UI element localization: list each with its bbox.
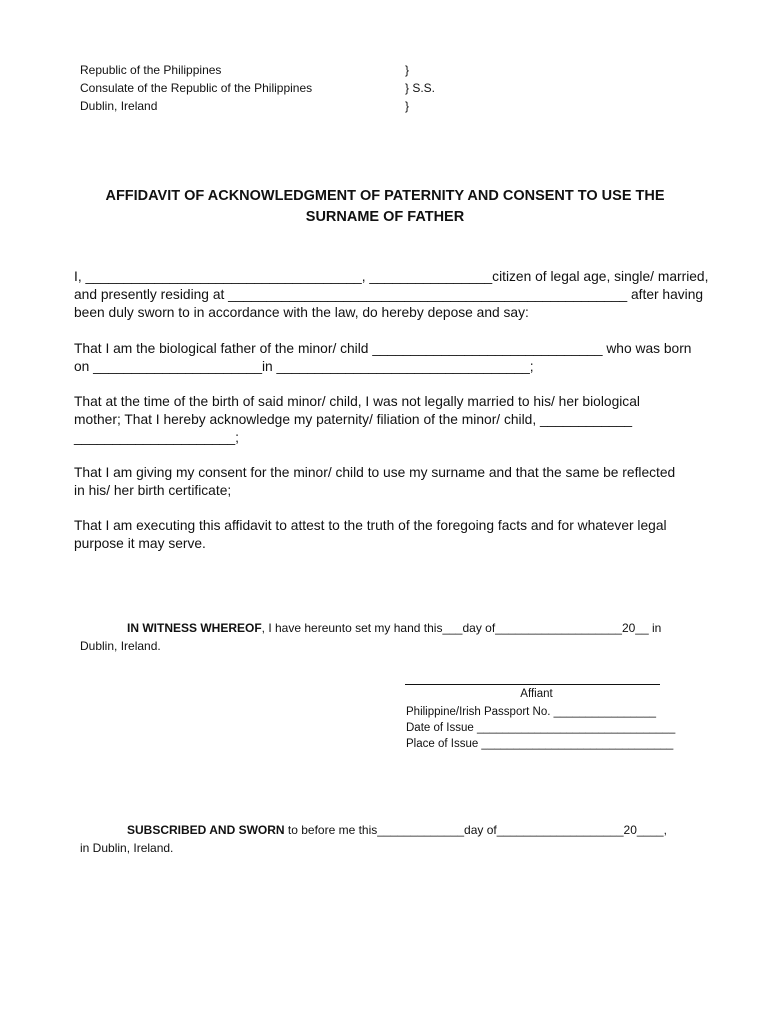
bracket-line-3: } <box>405 99 410 113</box>
paragraph-line: purpose it may serve. <box>74 536 206 551</box>
paragraph-line: been duly sworn to in accordance with the law, do hereby depose and say: <box>74 305 529 320</box>
witness-line-1 <box>80 619 661 637</box>
paragraph-acknowledgment <box>74 393 640 447</box>
jurat-line-2: in Dublin, Ireland. <box>80 841 174 855</box>
affiant-details <box>406 704 675 752</box>
jurat-clause <box>80 821 667 857</box>
jurat-heading: SUBSCRIBED AND SWORN <box>127 823 285 837</box>
paragraph-line: That I am the biological father of the minor/ child ______________________________ who was born <box>74 341 692 356</box>
passport-number-field: Philippine/Irish Passport No. ________________ <box>406 706 656 718</box>
jurat-line-1 <box>80 821 667 839</box>
paragraph-purpose <box>74 517 667 553</box>
bracket-line-2: } S.S. <box>405 81 436 95</box>
witness-clause <box>80 619 661 655</box>
paragraph-biological-father <box>74 340 691 376</box>
paragraph-line: That I am executing this affidavit to attest to the truth of the foregoing facts and for whatever legal <box>74 518 667 533</box>
witness-heading: IN WITNESS WHEREOF <box>127 621 262 635</box>
witness-line-2: Dublin, Ireland. <box>80 639 161 653</box>
ss-bracket <box>405 61 435 115</box>
paragraph-line: _____________________; <box>74 430 239 445</box>
witness-text: , I have hereunto set my hand this___day of___________________20__ in <box>261 621 662 635</box>
affiant-signature-line <box>405 684 660 685</box>
paragraph-line: in his/ her birth certificate; <box>74 483 232 498</box>
jurat-text: to before me this_____________day of___________________20____, <box>284 823 667 837</box>
bracket-line-1: } <box>405 63 410 77</box>
date-of-issue-field: Date of Issue _______________________________ <box>406 722 676 734</box>
paragraph-consent-surname <box>74 464 675 500</box>
paragraph-declarant <box>74 268 708 322</box>
paragraph-line: and presently residing at ____________________________________________________ after having <box>74 287 704 302</box>
document-title <box>70 186 700 228</box>
title-line-1: AFFIDAVIT OF ACKNOWLEDGMENT OF PATERNITY AND CONSENT TO USE THE <box>105 188 665 204</box>
paragraph-line: That at the time of the birth of said minor/ child, I was not legally married to his/ her biological <box>74 394 640 409</box>
place-of-issue-field: Place of Issue ______________________________ <box>406 738 674 750</box>
venue-line-consulate: Consulate of the Republic of the Philippines <box>80 81 313 95</box>
paragraph-line: I, ____________________________________, ________________citizen of legal age, single/ married, <box>74 269 709 284</box>
venue-block <box>80 61 312 115</box>
paragraph-line: That I am giving my consent for the minor/ child to use my surname and that the same be reflected <box>74 465 676 480</box>
paragraph-line: on ______________________in _________________________________; <box>74 359 534 374</box>
venue-line-country: Republic of the Philippines <box>80 63 222 77</box>
title-line-2: SURNAME OF FATHER <box>305 209 465 225</box>
paragraph-line: mother; That I hereby acknowledge my paternity/ filiation of the minor/ child, ____________ <box>74 412 633 427</box>
venue-line-city: Dublin, Ireland <box>80 99 158 113</box>
affiant-label: Affiant <box>520 688 553 700</box>
